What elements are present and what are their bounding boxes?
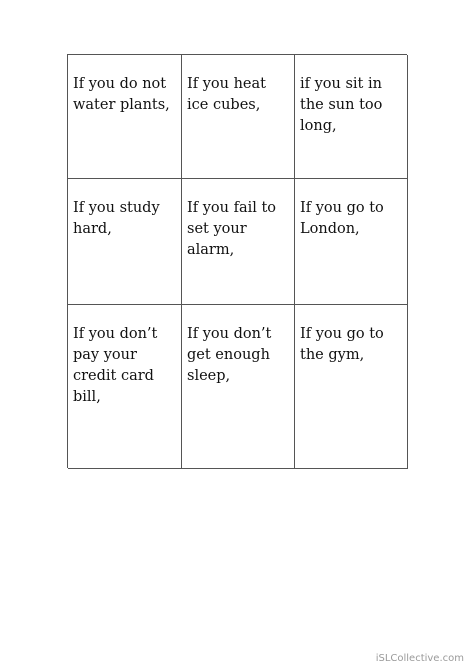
card-cell: If you do not water plants, — [68, 55, 182, 179]
card-cell: If you study hard, — [68, 179, 182, 305]
watermark: iSLCollective.com — [375, 653, 464, 664]
card-cell: If you don’t get enough sleep, — [182, 305, 295, 469]
card-cell: If you heat ice cubes, — [182, 55, 295, 179]
card-cell: if you sit in the sun too long, — [295, 55, 408, 179]
card-cell: If you go to London, — [295, 179, 408, 305]
card-grid — [67, 54, 407, 468]
card-cell: If you go to the gym, — [295, 305, 408, 469]
card-cell: If you don’t pay your credit card bill, — [68, 305, 182, 469]
card-cell: If you fail to set your alarm, — [182, 179, 295, 305]
